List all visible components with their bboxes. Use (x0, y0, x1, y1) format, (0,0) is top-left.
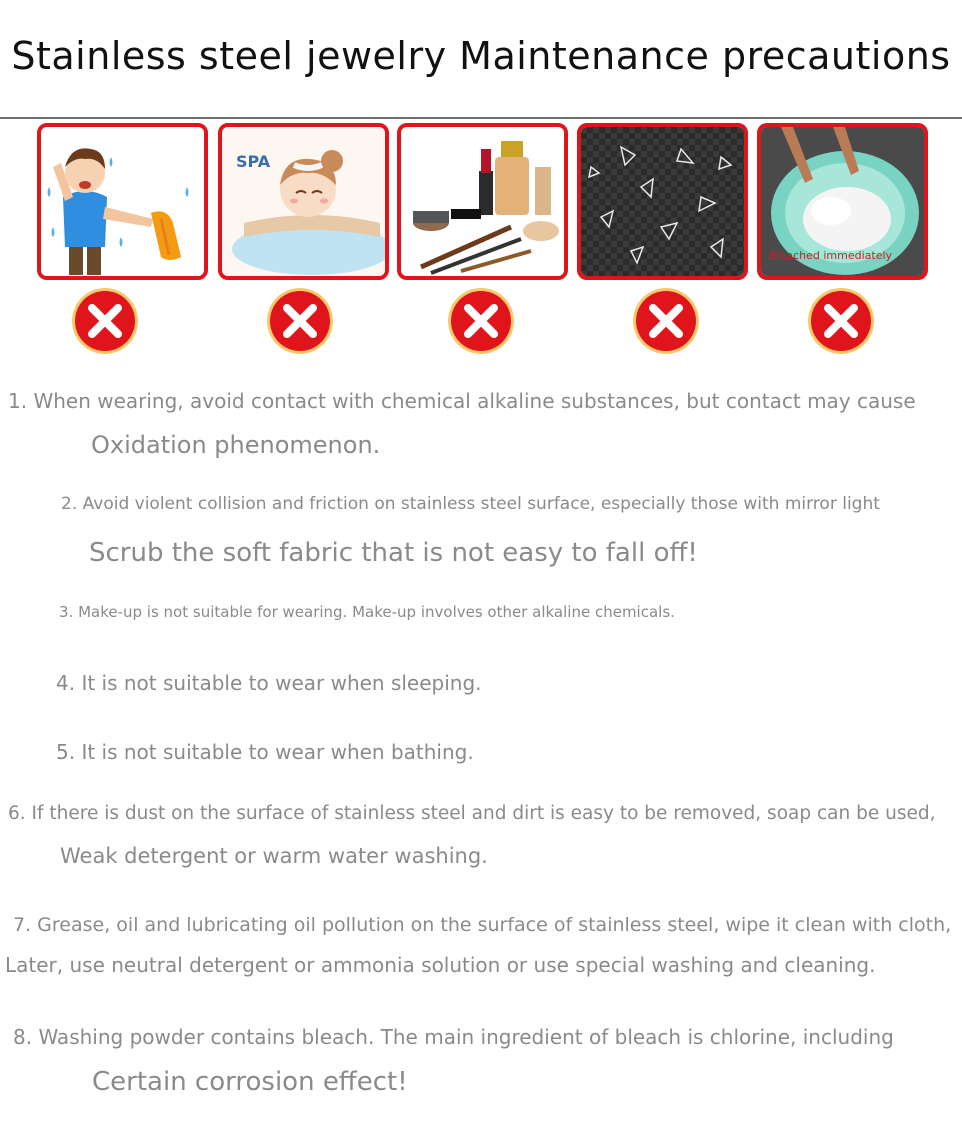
red-x-icon (806, 286, 876, 356)
precaution-3-line-1: 3. Make-up is not suitable for wearing. Make-up involves other alkaline chemicals. (59, 603, 675, 621)
precaution-1-line-1: 1. When wearing, avoid contact with chemical alkaline substances, but contact may cause (8, 389, 916, 413)
panel-bleach (757, 123, 928, 280)
page-title: Stainless steel jewelry Maintenance precautions (11, 34, 951, 78)
bleach-basin-icon (761, 127, 924, 276)
precaution-4-line-1: 4. It is not suitable to wear when sleeping. (56, 671, 482, 695)
title-divider (0, 117, 962, 119)
panel-sweating (37, 123, 208, 280)
red-x-icon (70, 286, 140, 356)
precaution-5-line-1: 5. It is not suitable to wear when bathing. (56, 740, 474, 764)
precaution-1-line-2: Oxidation phenomenon. (91, 431, 381, 459)
precaution-6-line-2: Weak detergent or warm water washing. (60, 844, 488, 868)
broken-glass-icon (581, 127, 744, 276)
panel-makeup (397, 123, 568, 280)
precaution-2-line-2: Scrub the soft fabric that is not easy to fall off! (89, 538, 698, 568)
red-x-icon (631, 286, 701, 356)
precaution-7-line-2: Later, use neutral detergent or ammonia solution or use special washing and cleaning. (5, 953, 876, 977)
bleach-caption: Bleached immediately (769, 249, 893, 262)
sweating-man-icon (41, 127, 204, 276)
precaution-2-line-1: 2. Avoid violent collision and friction on stainless steel surface, especially those with mirror light (61, 494, 880, 514)
precaution-8-line-2: Certain corrosion effect! (92, 1067, 408, 1097)
precaution-6-line-1: 6. If there is dust on the surface of stainless steel and dirt is easy to be removed, soap can be used, (8, 803, 936, 824)
makeup-icon (401, 127, 564, 276)
red-x-icon (446, 286, 516, 356)
spa-bath-icon (222, 127, 385, 276)
precaution-7-line-1: 7. Grease, oil and lubricating oil pollution on the surface of stainless steel, wipe it clean with cloth, (13, 914, 952, 936)
precaution-8-line-1: 8. Washing powder contains bleach. The main ingredient of bleach is chlorine, including (13, 1025, 894, 1049)
red-x-icon (265, 286, 335, 356)
panel-glass (577, 123, 748, 280)
panel-spa (218, 123, 389, 280)
spa-badge: SPA (236, 152, 271, 171)
